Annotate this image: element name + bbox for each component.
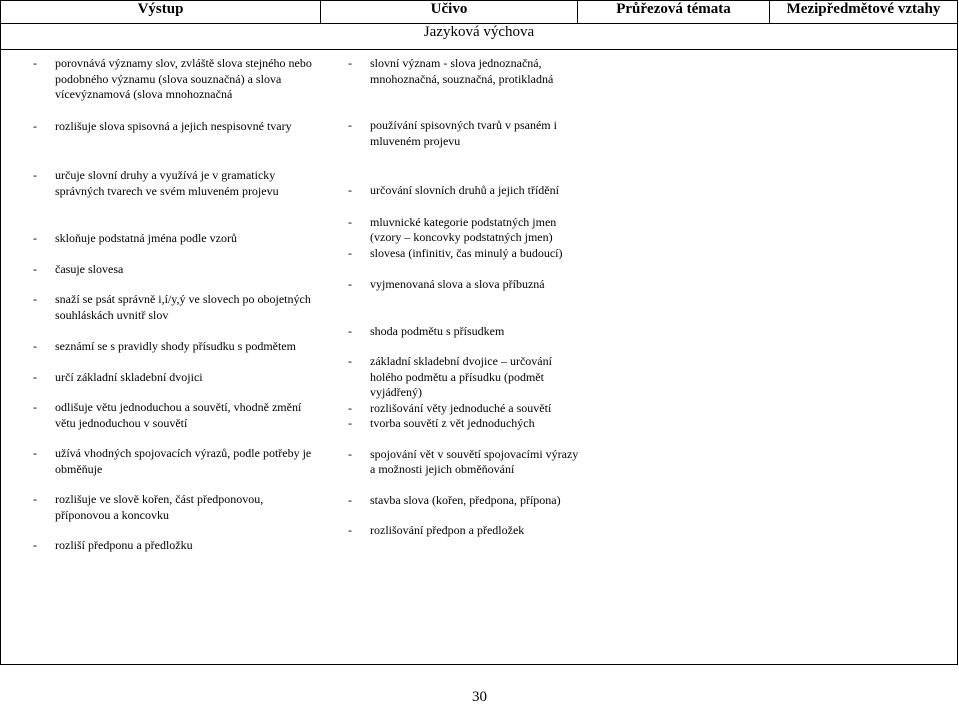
list-item: - snaží se psát správně i,í/y,ý ve slovech po obojetných souhláskách uvnitř slov bbox=[33, 292, 315, 323]
list-item: - tvorba souvětí z vět jednoduchých bbox=[348, 416, 584, 432]
list-item: - spojování vět v souvětí spojovacími výrazy a možnosti jejich obměňování bbox=[348, 447, 584, 478]
list-item: - určování slovních druhů a jejich třídění bbox=[348, 183, 584, 199]
section-title: Jazyková výchova bbox=[1, 24, 958, 50]
list-item: - rozliší předponu a předložku bbox=[33, 538, 315, 554]
header-row bbox=[1, 1, 958, 24]
list-item: - určí základní skladební dvojici bbox=[33, 370, 315, 386]
list-item: - stavba slova (kořen, předpona, přípona) bbox=[348, 493, 584, 509]
list-item: - rozlišování věty jednoduché a souvětí bbox=[348, 401, 584, 417]
list-item: - slovní význam - slova jednoznačná, mnohoznačná, souznačná, protikladná bbox=[348, 56, 584, 87]
header-vystup: Výstup bbox=[1, 1, 321, 24]
list-item: - časuje slovesa bbox=[33, 262, 315, 278]
ucivo-list bbox=[348, 56, 584, 539]
list-item: - skloňuje podstatná jména podle vzorů bbox=[33, 231, 315, 247]
list-item: - mluvnické kategorie podstatných jmen (vzory – koncovky podstatných jmen) bbox=[348, 215, 584, 246]
list-item: - rozlišování předpon a předložek bbox=[348, 523, 584, 539]
vystup-list bbox=[33, 56, 315, 554]
content-cell bbox=[1, 50, 958, 665]
list-item: - vyjmenovaná slova a slova příbuzná bbox=[348, 277, 584, 293]
list-item: - základní skladební dvojice – určování holého podmětu a přísudku (podmět vyjádřený) bbox=[348, 354, 584, 401]
list-item: - odlišuje větu jednoduchou a souvětí, vhodně změní větu jednoduchou v souvětí bbox=[33, 400, 315, 431]
list-item: - určuje slovní druhy a využívá je v gramaticky správných tvarech ve svém mluveném projevu bbox=[33, 168, 315, 199]
list-item: - rozlišuje ve slově kořen, část předponovou, příponovou a koncovku bbox=[33, 492, 315, 523]
section-row bbox=[1, 24, 958, 50]
list-item: - slovesa (infinitiv, čas minulý a budoucí) bbox=[348, 246, 584, 262]
header-mezipredmetove-vztahy: Mezipředmětové vztahy bbox=[770, 1, 958, 24]
list-item: - používání spisovných tvarů v psaném i mluveném projevu bbox=[348, 118, 584, 149]
header-prurezova-temata: Průřezová témata bbox=[578, 1, 770, 24]
content-row bbox=[1, 50, 958, 665]
header-ucivo: Učivo bbox=[321, 1, 578, 24]
list-item: - rozlišuje slova spisovná a jejich nespisovné tvary bbox=[33, 119, 315, 135]
list-item: - seznámí se s pravidly shody přísudku s podmětem bbox=[33, 339, 315, 355]
list-item: - porovnává významy slov, zvláště slova stejného nebo podobného významu (slova souznačná) a slova vícevýznamová (slova mnohoznačná bbox=[33, 56, 315, 103]
list-item: - shoda podmětu s přísudkem bbox=[348, 324, 584, 340]
list-item: - užívá vhodných spojovacích výrazů, podle potřeby je obměňuje bbox=[33, 446, 315, 477]
page-number: 30 bbox=[472, 689, 487, 705]
